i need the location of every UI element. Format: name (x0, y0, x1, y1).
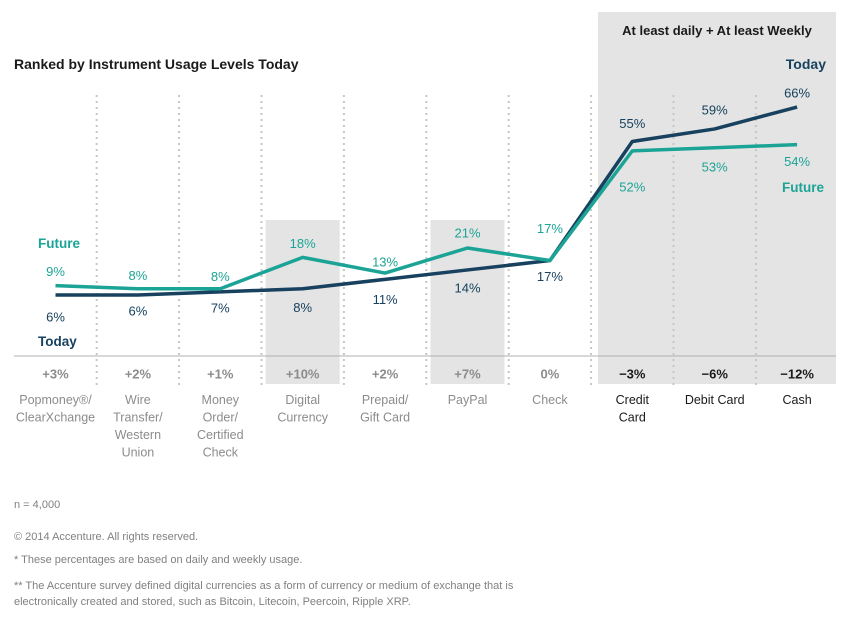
category-label: Currency (277, 410, 329, 425)
change-label: −3% (619, 366, 646, 382)
category-label: Order/ (202, 410, 239, 425)
future-value-label: 8% (210, 269, 230, 285)
future-value-label: 8% (128, 268, 148, 284)
change-label: +1% (207, 366, 234, 382)
today-value-label: 14% (454, 280, 481, 296)
change-label: −12% (780, 366, 814, 382)
footnote-usage-basis: * These percentages are based on daily and weekly usage. (14, 554, 303, 566)
today-line-label-left: Today (38, 334, 77, 349)
category-label: Card (618, 410, 646, 425)
today-value-label: 7% (210, 300, 230, 316)
category-label: Check (202, 445, 239, 460)
category-label: Cash (782, 393, 812, 407)
footnote-copyright: © 2014 Accenture. All rights reserved. (14, 531, 199, 543)
today-value-label: 59% (701, 102, 728, 118)
future-value-label: 9% (46, 264, 65, 280)
category-label: Check (532, 393, 568, 407)
today-value-label: 17% (536, 269, 563, 285)
future-value-label: 53% (701, 159, 728, 175)
today-value-label: 55% (619, 115, 646, 131)
category-label: Wire (125, 393, 151, 407)
today-value-label: 66% (784, 85, 811, 101)
change-label: +10% (285, 366, 320, 382)
category-label: Union (121, 445, 155, 460)
category-label: Money (201, 393, 240, 407)
future-value-label: 52% (619, 179, 646, 195)
category-label: PayPal (447, 393, 488, 407)
change-label: +2% (124, 366, 152, 382)
today-value-label: 6% (46, 309, 65, 325)
category-label: Debit Card (684, 393, 745, 407)
future-value-label: 21% (454, 225, 481, 241)
change-label: −6% (701, 366, 728, 382)
panel-header-label: At least daily + At least Weekly (622, 23, 812, 38)
future-value-label: 54% (784, 154, 811, 170)
footnote-digital-currency-definition: ** The Accenture survey defined digital currencies as a form of currency or medium of exchange that is electronically created and stored, such as Bitcoin, Litecoin, Peercoin, Ripple XRP. (14, 580, 514, 608)
category-label: Gift Card (360, 410, 411, 425)
change-label: +3% (42, 366, 69, 382)
category-highlight-box (431, 220, 505, 384)
category-label: Prepaid/ (361, 393, 409, 407)
future-line-label-right: Future (782, 180, 824, 195)
future-value-label: 18% (289, 235, 316, 251)
today-line-label-right: Today (785, 56, 826, 72)
today-value-label: 8% (293, 300, 313, 316)
footnote-sample-size: n = 4,000 (14, 499, 61, 511)
category-label: ClearXchange (15, 410, 96, 425)
chart-title: Ranked by Instrument Usage Levels Today (14, 56, 299, 72)
category-label: Credit (615, 393, 649, 407)
future-value-label: 13% (372, 254, 399, 270)
change-label: +2% (371, 366, 399, 382)
category-label: Digital (285, 393, 321, 407)
change-label: 0% (540, 366, 560, 382)
category-label: Western (114, 428, 162, 442)
today-value-label: 6% (128, 303, 148, 319)
category-label: Transfer/ (113, 410, 163, 425)
future-value-label: 17% (536, 221, 563, 237)
today-value-label: 11% (372, 291, 398, 307)
future-line-label-left: Future (38, 236, 80, 251)
category-label: Certified (197, 428, 244, 442)
category-label: Popmoney®/ (19, 393, 92, 407)
change-label: +7% (454, 366, 481, 382)
